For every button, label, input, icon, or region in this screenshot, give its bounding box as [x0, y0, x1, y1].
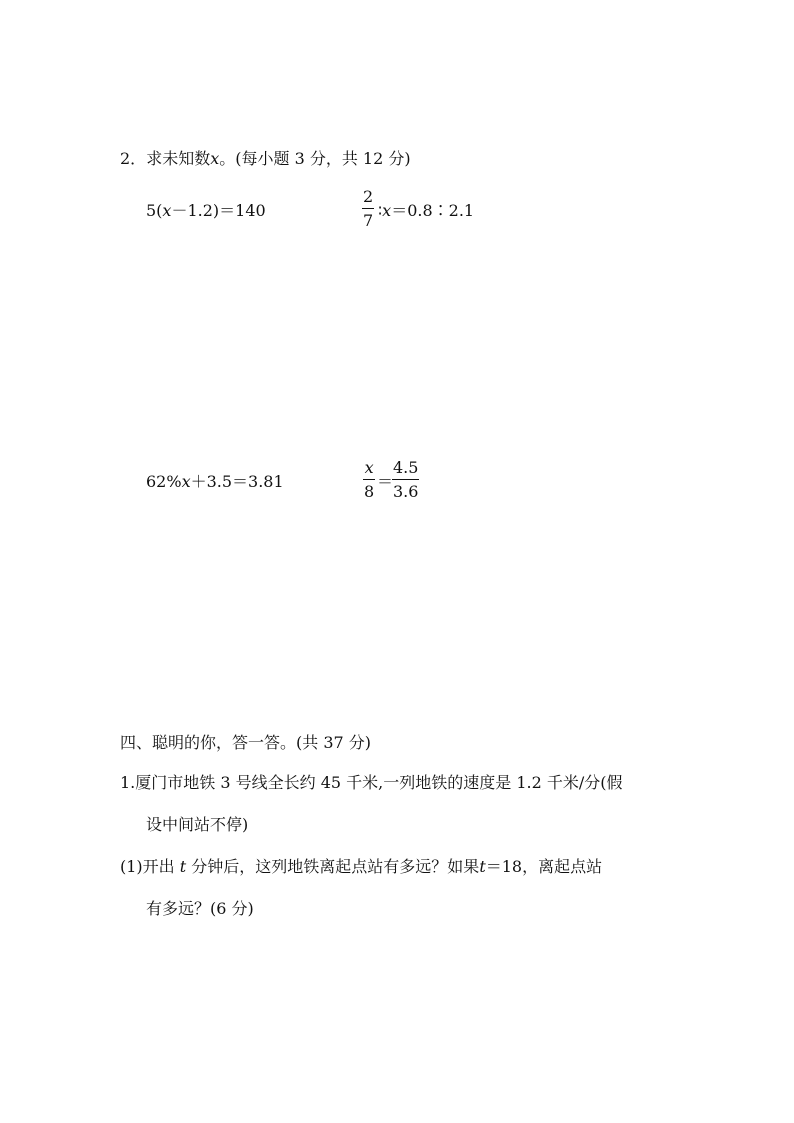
equation-1-post: －1.2)＝140 — [171, 201, 266, 220]
section-2-prompt-suffix: 。(每小题 3 分，共 12 分) — [219, 149, 411, 168]
equation-1-pre: 5( — [146, 201, 163, 220]
equation-3-post: ＋3.5＝3.81 — [190, 472, 284, 491]
equation-2-fraction — [362, 188, 374, 230]
section-4-heading: 四、聪明的你，答一答。(共 37 分) — [120, 733, 372, 752]
equation-3-variable: x — [181, 472, 191, 491]
question-1-line-2: 设中间站不停) — [146, 815, 249, 834]
sub-question-1-post: ＝18，离起点站 — [485, 857, 603, 876]
equation-2-variable: x — [382, 201, 392, 220]
equation-3-pre: 62% — [146, 472, 182, 491]
fraction-bar — [363, 479, 375, 480]
sub-question-1-line-2: 有多远？(6 分) — [146, 899, 254, 918]
equation-2-rest — [378, 201, 474, 221]
equation-4-left-fraction — [363, 459, 375, 501]
sub-question-1-variable: t — [179, 857, 187, 876]
equation-3 — [146, 472, 284, 492]
equation-2-ratio-sign: ∶ — [378, 201, 383, 220]
question-1-line-1: 1.厦门市地铁 3 号线全长约 45 千米,一列地铁的速度是 1.2 千米/分(假 — [120, 773, 623, 792]
fraction-bar — [362, 208, 374, 209]
equation-4-right-denominator: 3.6 — [393, 482, 419, 501]
section-2-variable: x — [210, 149, 220, 168]
equation-2-numerator: 2 — [363, 187, 374, 206]
equation-2-denominator: 7 — [363, 211, 374, 230]
section-2-title — [120, 149, 411, 169]
sub-question-1-pre: (1)开出 — [120, 857, 175, 876]
fraction-bar — [392, 479, 419, 480]
equation-4-right-fraction — [392, 459, 419, 501]
equation-4-equals: ＝ — [377, 472, 394, 491]
equation-4-left-denominator: 8 — [364, 482, 375, 501]
sub-question-1-variable-2: t — [479, 857, 486, 876]
sub-question-1-mid: 分钟后，这列地铁离起点站有多远？如果 — [191, 857, 480, 876]
equation-1-variable: x — [162, 201, 172, 220]
section-2-number: 2． — [120, 149, 147, 168]
equation-1 — [146, 201, 266, 221]
equation-2-post: ＝0.8∶2.1 — [391, 201, 475, 220]
sub-question-1-line-1 — [120, 857, 602, 877]
section-2-prompt-prefix: 求未知数 — [146, 149, 211, 168]
equation-4-left-numerator: x — [364, 458, 374, 477]
equation-4-right-numerator: 4.5 — [393, 458, 419, 477]
